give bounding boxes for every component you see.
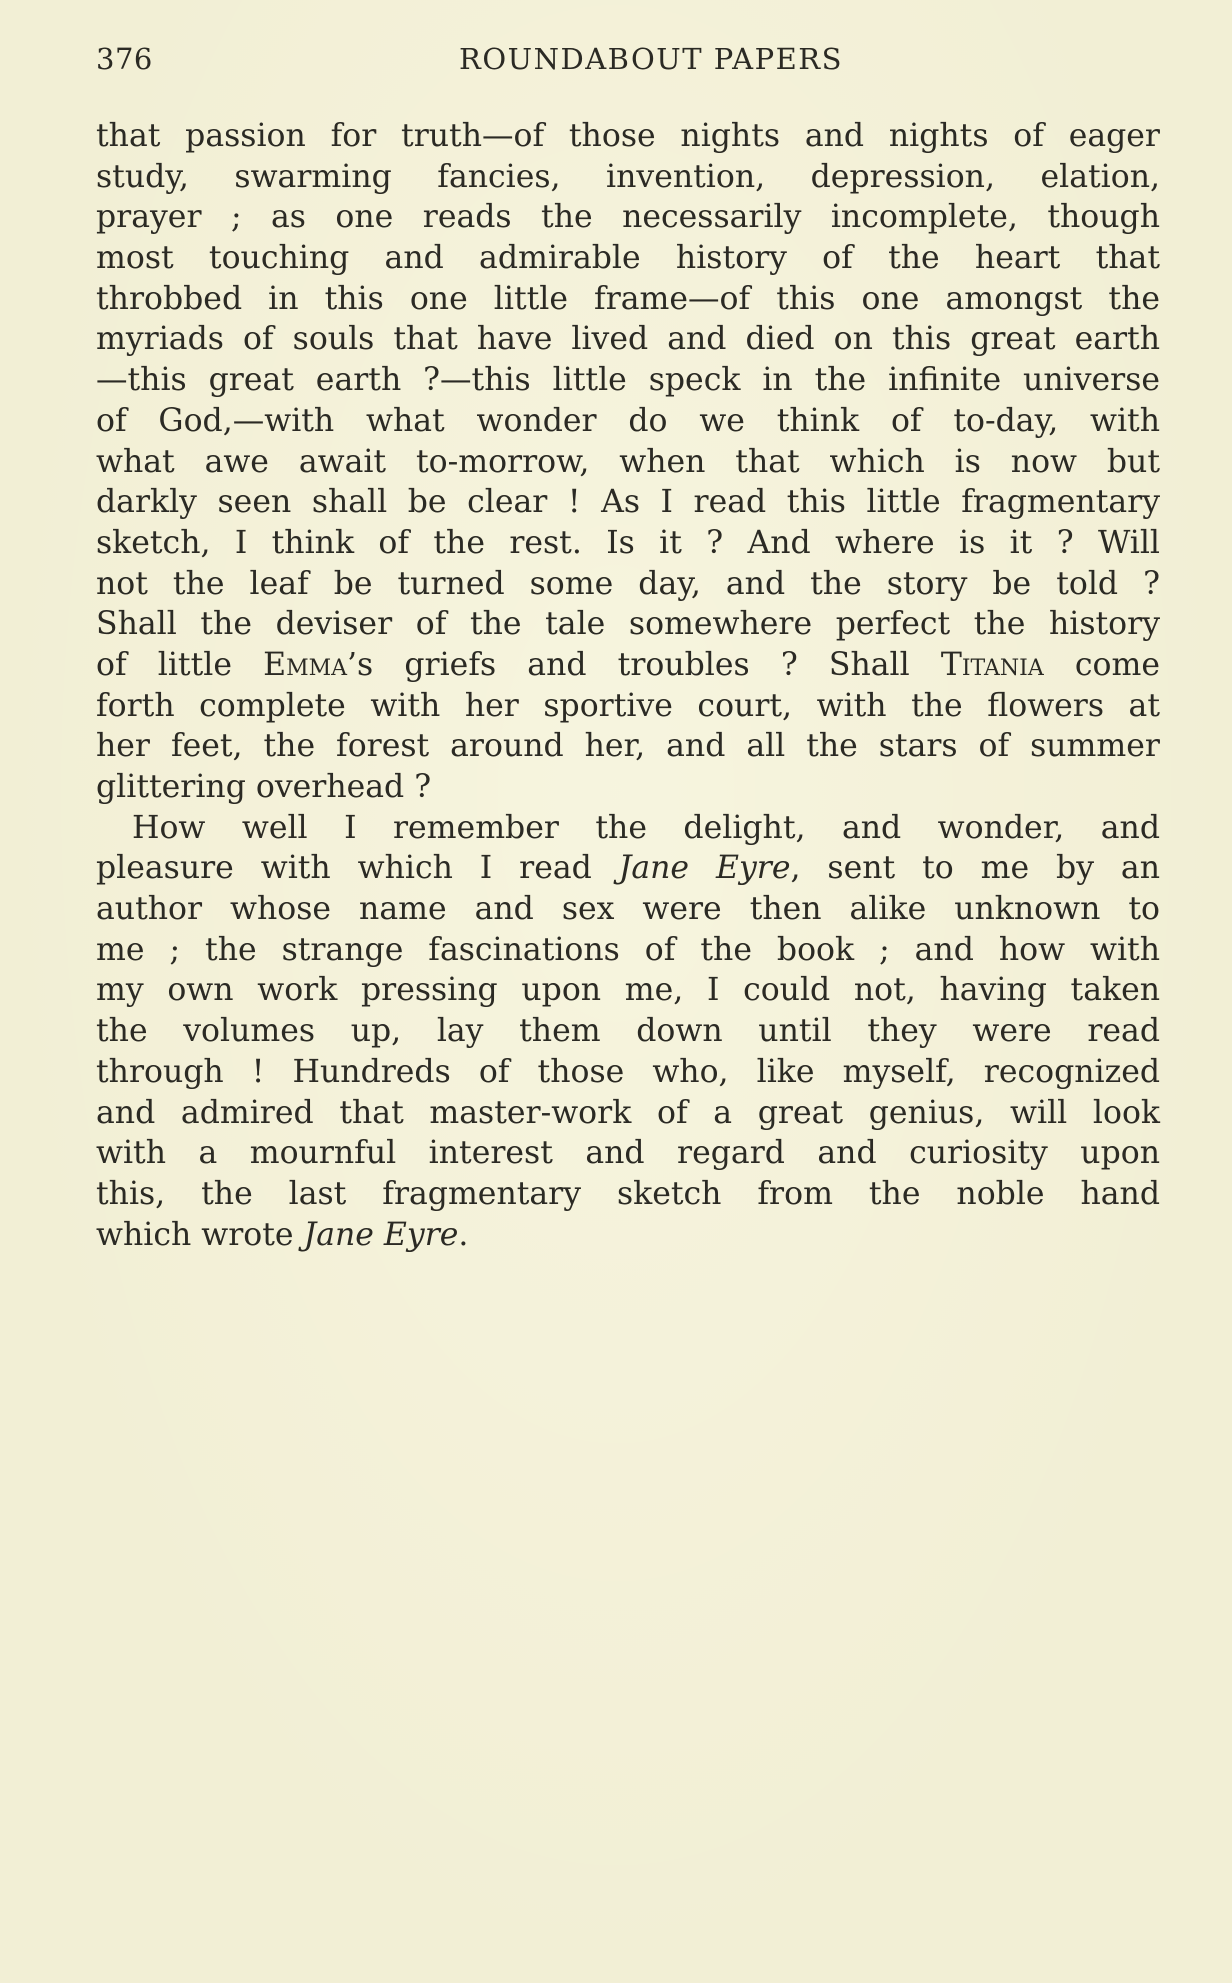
text-fragment: of little [96, 646, 264, 683]
text-line: that passion for truth—of those nights and nights of eager [96, 118, 1160, 154]
text-line: through ! Hundreds of those who, like myself, recognized [96, 1053, 1160, 1090]
page-number: 376 [96, 42, 153, 76]
text-line: this, the last fragmentary sketch from the noble hand [96, 1175, 1160, 1212]
character-name-emma: Emma [263, 646, 348, 683]
character-name-titania: Titania [940, 646, 1044, 683]
text-line: glittering overhead ? [96, 769, 432, 805]
paragraph-start-line: How well I remember the delight, and wonder, and [132, 809, 1160, 846]
text-line: the volumes up, lay them down until they were read [96, 1013, 1160, 1050]
text-fragment: which wrote [96, 1216, 304, 1253]
book-title: Jane Eyre [303, 1216, 459, 1253]
text-line: myriads of souls that have lived and died on this great earth [96, 321, 1160, 358]
text-line: what awe await to-morrow, when that which is now but [96, 443, 1160, 480]
text-line: darkly seen shall be clear ! As I read this little fragmentary [96, 484, 1160, 521]
text-line-jane-eyre [96, 848, 1160, 889]
text-line: me ; the strange fascinations of the book ; and how with [96, 931, 1160, 968]
text-fragment: . [458, 1216, 469, 1253]
text-fragment: come [1043, 646, 1160, 683]
text-fragment: , sent to me by an [790, 850, 1161, 887]
text-line: most touching and admirable history of the heart that [96, 240, 1160, 277]
text-fragment: ’s griefs and troubles ? Shall [347, 646, 941, 683]
text-line-emma [96, 645, 1160, 686]
text-line: of God,—with what wonder do we think of to-day, with [96, 402, 1160, 439]
text-line: author whose name and sex were then alike unknown to [96, 891, 1160, 928]
text-line: with a mournful interest and regard and curiosity upon [96, 1135, 1160, 1172]
text-line: forth complete with her sportive court, with the flowers at [96, 687, 1160, 724]
text-line: throbbed in this one little frame—of this one amongst the [96, 280, 1160, 317]
text-line: Shall the deviser of the tale somewhere perfect the history [96, 606, 1160, 643]
text-line: prayer ; as one reads the necessarily incomplete, though [96, 199, 1160, 236]
text-line: —this great earth ?—this little speck in the infinite universe [96, 362, 1160, 399]
text-line: her feet, the forest around her, and all the stars of summer [96, 728, 1160, 765]
text-line: not the leaf be turned some day, and the story be told ? [96, 565, 1160, 602]
body-text [96, 116, 1160, 1255]
running-title: ROUNDABOUT PAPERS [459, 42, 843, 76]
text-line: and admired that master-work of a great genius, will look [96, 1094, 1160, 1131]
book-title: Jane Eyre [618, 850, 791, 887]
text-line: my own work pressing upon me, I could not, having taken [96, 972, 1160, 1009]
text-line: study, swarming fancies, invention, depression, elation, [96, 158, 1160, 195]
running-head [96, 42, 1166, 82]
text-line: sketch, I think of the rest. Is it ? And where is it ? Will [96, 524, 1160, 561]
text-line-final [96, 1215, 1160, 1256]
text-fragment: pleasure with which I read [96, 850, 619, 887]
